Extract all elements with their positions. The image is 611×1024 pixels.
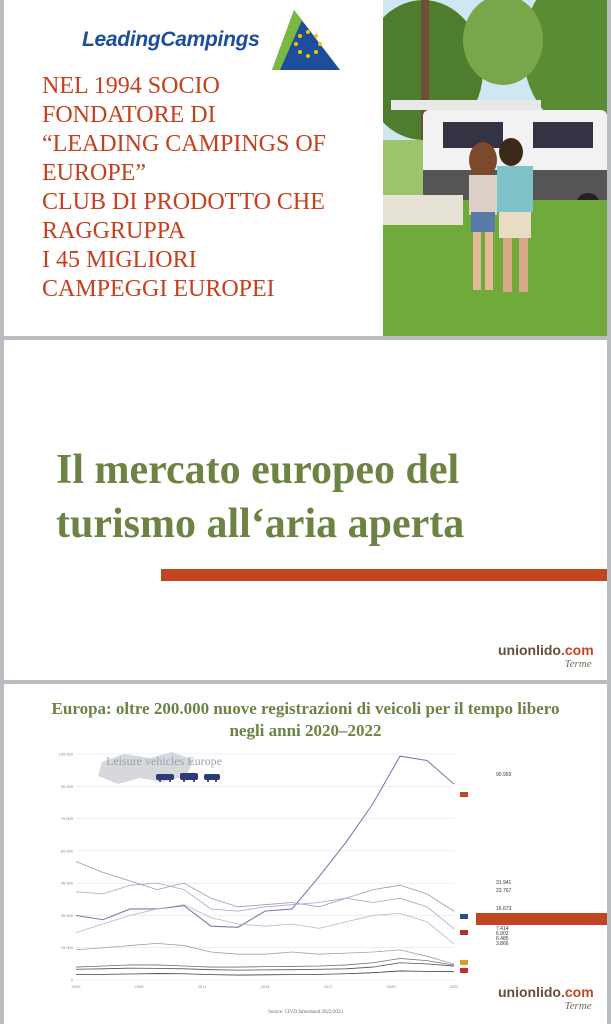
value-label: 90.993 [496,772,512,778]
flag-icon [460,930,468,935]
y-tick-label: 90.000 [60,783,73,789]
value-label: 6.485 [496,936,509,942]
line: CAMPEGGI EUROPEI [42,276,275,302]
line: “LEADING CAMPINGS OF [42,131,327,157]
value-label: 16.673 [496,906,512,912]
series-line [76,943,454,964]
x-tick-label: 2008 [134,984,144,989]
flag-icon [460,960,468,965]
accent-rule [161,569,607,581]
brand-name: unionlido [498,642,561,658]
y-tick-label: 45.000 [60,880,73,886]
chart-slide-title [4,698,607,742]
brand-tld: .com [560,642,594,658]
x-tick-label: 2020 [386,984,396,989]
logo-text: LeadingCampings [82,28,260,51]
y-tick-label: 0 [70,977,73,983]
brand-name: unionlido [498,984,561,1000]
value-label: 3.866 [496,941,509,947]
section-title [56,443,596,551]
value-label: 6.902 [496,931,509,937]
unionlido-logo [498,642,594,670]
brand-tld: .com [560,984,594,1000]
title-line: Europa: oltre 200.000 nuove registrazioni di veicoli per il tempo libero [51,699,560,718]
y-tick-label: 60.000 [60,848,73,854]
slide-leading-campings [4,0,607,336]
highlight-bar [476,913,607,925]
brand-sub: Terme [564,1000,592,1012]
flag-icon [460,968,468,973]
y-tick-label: 15.000 [60,945,73,951]
leading-campings-logo [82,6,342,72]
title-line: negli anni 2020–2022 [229,721,382,740]
series-line [76,883,454,929]
line: NEL 1994 SOCIO [42,73,220,99]
line: I 45 MIGLIORI [42,247,197,273]
x-tick-label: 2022 [449,984,459,989]
brand-sub: Terme [564,658,592,670]
value-label: 31.941 [496,880,512,886]
value-label: 7.414 [496,926,509,932]
title-line: Il mercato europeo del [56,447,460,493]
chart-title: Leisure vehicles Europe [106,754,222,768]
vehicle-icons [156,772,222,782]
club-description [42,72,382,304]
x-tick-label: 2005 [71,984,81,989]
chart-source: Source: CIVD Jahresband 2022/2023 [268,1010,343,1015]
line: EUROPE” [42,160,146,186]
line: RAGGRUPPA [42,218,186,244]
unionlido-logo [498,984,594,1012]
series-line [76,862,454,912]
eu-stars-icon [268,6,342,72]
leisure-vehicles-line-chart [54,748,464,996]
y-tick-label: 30.000 [60,912,73,918]
line: CLUB DI PRODOTTO CHE [42,189,325,215]
slide-leisure-vehicles-chart [4,684,607,1024]
flag-icon [460,792,468,797]
camping-couple-photo [383,0,607,336]
x-tick-label: 2011 [197,984,207,989]
slide-outdoor-market-title [4,340,607,680]
line: FONDATORE DI [42,102,216,128]
series-line [76,756,454,927]
y-tick-label: 105.000 [58,751,73,757]
x-tick-label: 2014 [260,984,270,989]
series-line [76,971,454,975]
value-label: 23.767 [496,888,512,894]
flag-icon [460,914,468,919]
x-tick-label: 2017 [323,984,333,989]
series-line [76,958,454,967]
title-line: turismo all‘aria aperta [56,501,465,547]
y-tick-label: 75.000 [60,816,73,822]
